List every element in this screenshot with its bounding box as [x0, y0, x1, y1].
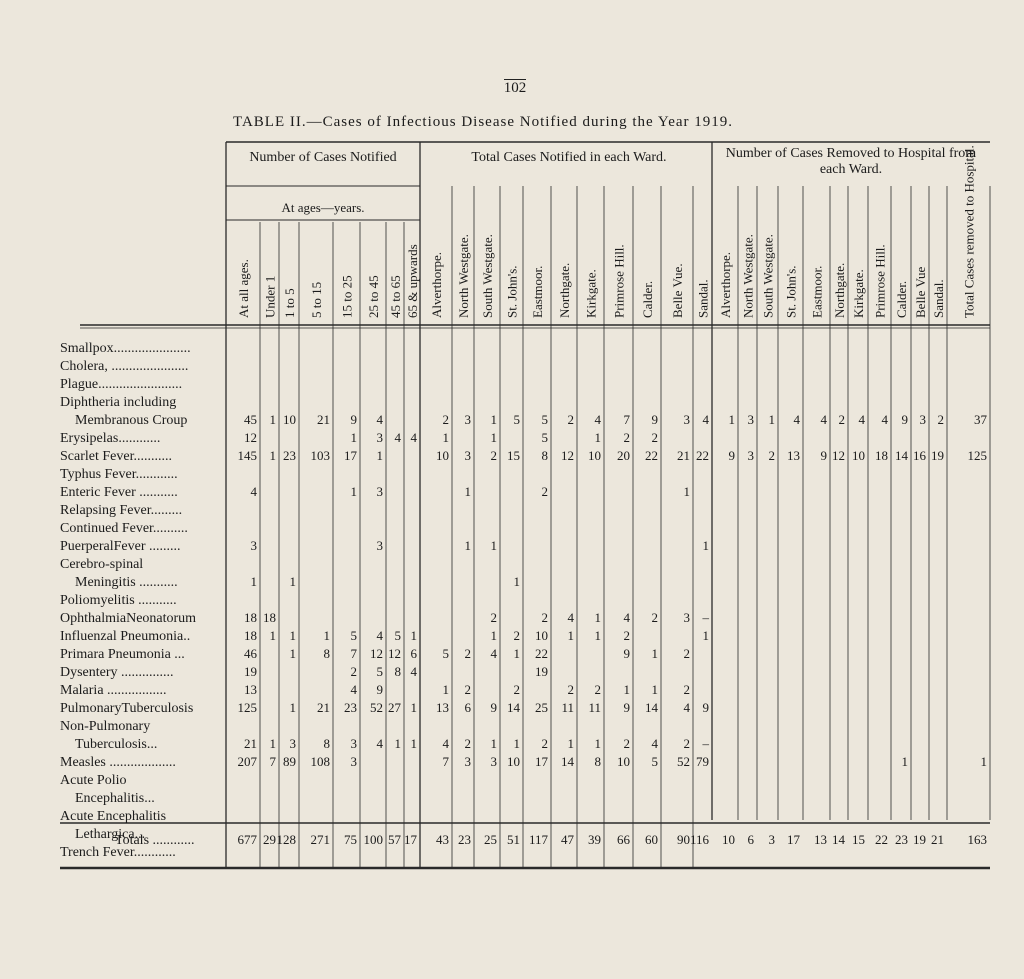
- totals-cell: 677: [237, 832, 257, 847]
- totals-cell: 14: [832, 832, 845, 847]
- totals-cell: 29: [263, 832, 276, 847]
- data-cell: 3: [350, 736, 357, 751]
- totals-cell: 39: [588, 832, 601, 847]
- notified-group-header: Number of Cases Notified: [249, 150, 397, 165]
- data-cell: 4: [567, 610, 574, 625]
- row-label: OphthalmiaNeonatorum: [60, 611, 197, 626]
- column-header: Sandal.: [931, 279, 946, 318]
- data-cell: 1: [490, 430, 497, 445]
- data-cell: 1: [289, 700, 296, 715]
- totals-cell: 17: [404, 832, 417, 847]
- data-cell: 1: [768, 412, 775, 427]
- data-cell: 11: [561, 700, 574, 715]
- data-cell: 7: [623, 412, 630, 427]
- totals-cell: 57: [388, 832, 401, 847]
- data-cell: –: [702, 736, 709, 751]
- data-cell: 1: [651, 646, 658, 661]
- data-cell: 2: [838, 412, 845, 427]
- data-cell: 2: [490, 610, 497, 625]
- data-cell: 12: [832, 448, 845, 463]
- data-cell: 9: [820, 448, 827, 463]
- data-cell: 13: [244, 682, 257, 697]
- data-cell: 8: [541, 448, 548, 463]
- row-label: Typhus Fever............: [60, 467, 178, 482]
- data-cell: 25: [535, 700, 548, 715]
- data-cell: 19: [535, 664, 548, 679]
- row-label: Acute Polio: [60, 773, 127, 788]
- row-label: Non-Pulmonary: [60, 719, 151, 734]
- data-cell: 13: [787, 448, 800, 463]
- data-cell: 45: [244, 412, 257, 427]
- data-cell: 3: [683, 610, 690, 625]
- column-header: At all ages.: [236, 259, 251, 318]
- column-header: 15 to 25: [339, 275, 355, 318]
- row-label: Smallpox......................: [60, 341, 191, 356]
- data-cell: 3: [747, 448, 754, 463]
- column-header: North Westgate.: [740, 234, 756, 318]
- data-cell: 5: [376, 664, 383, 679]
- data-cell: 4: [376, 412, 383, 427]
- totals-cell: 23: [895, 832, 908, 847]
- data-cell: 5: [513, 412, 520, 427]
- data-cell: 1: [490, 412, 497, 427]
- data-cell: 1: [323, 628, 330, 643]
- data-cell: 12: [370, 646, 383, 661]
- data-cell: 1: [490, 538, 497, 553]
- data-cell: 16: [913, 448, 926, 463]
- data-cell: 2: [651, 430, 658, 445]
- data-cell: –: [702, 610, 709, 625]
- data-cell: 2: [464, 682, 471, 697]
- totals-cell: 17: [787, 832, 800, 847]
- data-cell: 7: [350, 646, 357, 661]
- data-cell: 1: [289, 574, 296, 589]
- totals-cell: 23: [458, 832, 471, 847]
- data-cell: 1: [623, 682, 630, 697]
- data-cell: 1: [490, 628, 497, 643]
- data-cell: 1: [464, 538, 471, 553]
- totals-cell: 21: [931, 832, 944, 847]
- removed-group-header: Number of Cases Removed to Hospital from each Ward.: [725, 146, 977, 177]
- data-cell: 5: [541, 430, 548, 445]
- data-cell: 21: [317, 412, 330, 427]
- data-cell: 2: [768, 448, 775, 463]
- data-cell: 7: [442, 754, 449, 769]
- data-cell: 145: [237, 448, 257, 463]
- data-cell: 9: [728, 448, 735, 463]
- data-cell: 3: [376, 430, 383, 445]
- data-cell: 10: [588, 448, 601, 463]
- row-label: Measles ...................: [60, 755, 176, 770]
- column-header: Alverthorpe.: [429, 251, 444, 318]
- data-cell: 52: [370, 700, 383, 715]
- row-label: Relapsing Fever.........: [60, 503, 183, 518]
- column-header: South Westgate.: [480, 234, 495, 318]
- data-cell: 1: [513, 574, 520, 589]
- data-cell: 18: [263, 610, 276, 625]
- column-header: Alverthorpe.: [718, 251, 733, 318]
- data-cell: 14: [561, 754, 574, 769]
- data-cell: 4: [594, 412, 601, 427]
- data-cell: 2: [651, 610, 658, 625]
- data-cell: 1: [269, 412, 276, 427]
- data-cell: 14: [507, 700, 520, 715]
- data-cell: 18: [875, 448, 888, 463]
- data-cell: 1: [702, 628, 709, 643]
- data-cell: 9: [901, 412, 908, 427]
- data-cell: 3: [464, 448, 471, 463]
- data-cell: 52: [677, 754, 690, 769]
- totals-cell: 116: [689, 832, 709, 847]
- data-cell: 1: [410, 736, 417, 751]
- data-cell: 22: [535, 646, 548, 661]
- data-cell: 10: [436, 448, 449, 463]
- data-cell: 1: [513, 736, 520, 751]
- data-cell: 2: [623, 736, 630, 751]
- data-cell: 46: [244, 646, 257, 661]
- data-cell: 1: [567, 736, 574, 751]
- row-label: Continued Fever..........: [60, 521, 188, 536]
- data-cell: 2: [464, 736, 471, 751]
- data-cell: 3: [747, 412, 754, 427]
- data-cell: 103: [310, 448, 330, 463]
- row-label: Membranous Croup: [75, 413, 188, 428]
- data-cell: 37: [974, 412, 987, 427]
- data-cell: 1: [289, 646, 296, 661]
- data-cell: 1: [980, 754, 987, 769]
- totals-cell: 43: [436, 832, 449, 847]
- data-cell: 1: [651, 682, 658, 697]
- column-header: Primrose Hill.: [872, 244, 888, 318]
- data-cell: 5: [541, 412, 548, 427]
- column-header: St. John's.: [504, 265, 520, 318]
- data-cell: 3: [683, 412, 690, 427]
- data-cell: 1: [350, 484, 357, 499]
- data-cell: 13: [436, 700, 449, 715]
- column-header: Sandal.: [695, 279, 711, 318]
- data-cell: 4: [793, 412, 800, 427]
- data-cell: 22: [696, 448, 709, 463]
- data-cell: 12: [561, 448, 574, 463]
- row-label: Primara Pneumonia ...: [60, 647, 185, 662]
- totals-cell: 90: [677, 832, 690, 847]
- data-cell: 2: [541, 484, 548, 499]
- data-cell: 7: [269, 754, 276, 769]
- data-cell: 18: [244, 610, 257, 625]
- totals-cell: 13: [814, 832, 827, 847]
- data-cell: 2: [442, 412, 449, 427]
- data-cell: 23: [283, 448, 296, 463]
- data-cell: 12: [244, 430, 257, 445]
- data-cell: 4: [858, 412, 865, 427]
- data-cell: 22: [645, 448, 658, 463]
- column-header: 65 & upwards: [405, 244, 420, 318]
- data-cell: 1: [702, 538, 709, 553]
- data-cell: 1: [901, 754, 908, 769]
- data-cell: 4: [683, 700, 690, 715]
- row-label: Trench Fever............: [60, 845, 176, 860]
- data-cell: 19: [244, 664, 257, 679]
- totals-cell: 117: [528, 832, 548, 847]
- data-cell: 2: [541, 610, 548, 625]
- data-cell: 5: [394, 628, 401, 643]
- row-label: Tuberculosis...: [75, 737, 158, 752]
- data-cell: 4: [442, 736, 449, 751]
- table-title: TABLE II.—Cases of Infectious Disease Notified during the Year 1919.: [233, 114, 734, 130]
- data-cell: 1: [269, 736, 276, 751]
- column-header: South Westgate.: [760, 234, 776, 318]
- row-label: PulmonaryTuberculosis: [60, 701, 194, 716]
- data-cell: 17: [535, 754, 548, 769]
- data-cell: 1: [594, 736, 601, 751]
- data-cell: 4: [394, 430, 401, 445]
- data-cell: 5: [442, 646, 449, 661]
- column-header: Under 1: [262, 275, 278, 318]
- row-label: Scarlet Fever...........: [60, 449, 172, 464]
- column-header: 1 to 5: [282, 288, 297, 318]
- data-cell: 27: [388, 700, 401, 715]
- row-label: Influenzal Pneumonia..: [60, 629, 191, 644]
- totals-cell: 163: [967, 832, 987, 847]
- data-cell: 2: [567, 682, 574, 697]
- totals-cell: 100: [363, 832, 383, 847]
- row-label: Cholera, ......................: [60, 359, 189, 374]
- data-cell: 3: [376, 484, 383, 499]
- data-cell: 8: [323, 646, 330, 661]
- data-cell: 2: [513, 682, 520, 697]
- row-label: Cerebro-spinal: [60, 557, 144, 572]
- data-cell: 3: [464, 754, 471, 769]
- data-cell: 1: [594, 610, 601, 625]
- data-cell: 1: [594, 628, 601, 643]
- data-cell: 1: [289, 628, 296, 643]
- data-cell: 1: [394, 736, 401, 751]
- row-label: Meningitis ...........: [75, 575, 178, 590]
- data-cell: 4: [350, 682, 357, 697]
- data-cell: 2: [350, 664, 357, 679]
- data-cell: 5: [350, 628, 357, 643]
- data-cell: 4: [702, 412, 709, 427]
- data-cell: 4: [820, 412, 827, 427]
- data-cell: 1: [410, 628, 417, 643]
- data-cell: 108: [310, 754, 330, 769]
- row-label: Acute Encephalitis: [60, 809, 167, 824]
- totals-cell: 3: [768, 832, 775, 847]
- data-cell: 8: [594, 754, 601, 769]
- row-label: Erysipelas............: [60, 431, 161, 446]
- column-header: Kirkgate.: [851, 269, 866, 318]
- column-header: Primrose Hill.: [611, 244, 627, 318]
- data-cell: 125: [967, 448, 987, 463]
- data-cell: 3: [350, 754, 357, 769]
- data-cell: 2: [541, 736, 548, 751]
- data-cell: 8: [394, 664, 401, 679]
- row-label: PuerperalFever .........: [60, 539, 181, 554]
- data-cell: 21: [244, 736, 257, 751]
- data-cell: 9: [490, 700, 497, 715]
- data-cell: 1: [250, 574, 257, 589]
- data-cell: 1: [269, 448, 276, 463]
- row-label: Dysentery ...............: [60, 665, 174, 680]
- column-header: 5 to 15: [309, 281, 324, 318]
- totals-cell: 22: [875, 832, 888, 847]
- column-header: Calder.: [640, 280, 655, 318]
- data-cell: 17: [344, 448, 357, 463]
- data-cell: 5: [651, 754, 658, 769]
- totals-cell: 128: [276, 832, 296, 847]
- data-cell: 18: [244, 628, 257, 643]
- data-cell: 4: [651, 736, 658, 751]
- data-cell: 10: [535, 628, 548, 643]
- data-cell: 1: [350, 430, 357, 445]
- data-cell: 1: [567, 628, 574, 643]
- totals-cell: 25: [484, 832, 497, 847]
- column-header: Belle Vue: [913, 266, 928, 318]
- column-header: 25 to 45: [366, 275, 381, 318]
- column-header: North Westgate.: [456, 234, 471, 318]
- data-cell: 4: [623, 610, 630, 625]
- row-label: Lethargica...: [75, 827, 146, 842]
- data-cell: 3: [250, 538, 257, 553]
- data-cell: 125: [237, 700, 257, 715]
- totals-cell: 271: [310, 832, 330, 847]
- data-cell: 1: [442, 682, 449, 697]
- data-cell: 89: [283, 754, 296, 769]
- data-cell: 14: [895, 448, 908, 463]
- data-cell: 2: [623, 430, 630, 445]
- data-cell: 2: [683, 646, 690, 661]
- data-cell: 2: [490, 448, 497, 463]
- column-header: 45 to 65: [388, 275, 403, 318]
- data-cell: 207: [237, 754, 257, 769]
- data-cell: 1: [269, 628, 276, 643]
- totals-label: Totals ............: [115, 833, 195, 848]
- data-cell: 12: [388, 646, 401, 661]
- data-cell: 9: [376, 682, 383, 697]
- data-cell: 1: [513, 646, 520, 661]
- data-cell: 2: [683, 682, 690, 697]
- data-cell: 23: [344, 700, 357, 715]
- data-cell: 21: [677, 448, 690, 463]
- data-cell: 4: [881, 412, 888, 427]
- data-cell: 1: [410, 700, 417, 715]
- data-cell: 4: [376, 736, 383, 751]
- column-header: Northgate.: [557, 262, 572, 318]
- data-cell: 14: [645, 700, 658, 715]
- data-cell: 11: [588, 700, 601, 715]
- row-label: Enteric Fever ...........: [60, 485, 178, 500]
- totals-cell: 66: [617, 832, 630, 847]
- data-cell: 4: [410, 664, 417, 679]
- data-cell: 4: [250, 484, 257, 499]
- totals-cell: 19: [913, 832, 926, 847]
- data-cell: 10: [852, 448, 865, 463]
- data-cell: 6: [464, 700, 471, 715]
- data-cell: 15: [507, 448, 520, 463]
- data-cell: 3: [376, 538, 383, 553]
- data-cell: 20: [617, 448, 630, 463]
- data-cell: 1: [376, 448, 383, 463]
- data-cell: 21: [317, 700, 330, 715]
- row-label: Diphtheria including: [60, 395, 177, 410]
- data-cell: 4: [376, 628, 383, 643]
- row-label: Encephalitis...: [75, 791, 155, 806]
- column-header: Eastmoor.: [809, 265, 825, 318]
- data-cell: 19: [931, 448, 944, 463]
- page-number: 102: [503, 80, 527, 96]
- data-cell: 2: [937, 412, 944, 427]
- data-cell: 1: [490, 736, 497, 751]
- data-cell: 2: [594, 682, 601, 697]
- data-cell: 9: [350, 412, 357, 427]
- data-cell: 3: [919, 412, 926, 427]
- column-header: Northgate.: [832, 262, 847, 318]
- row-label: Poliomyelitis ...........: [60, 593, 177, 608]
- data-cell: 9: [651, 412, 658, 427]
- data-cell: 10: [283, 412, 296, 427]
- data-cell: 2: [567, 412, 574, 427]
- row-label: Malaria .................: [60, 683, 167, 698]
- data-cell: 6: [410, 646, 417, 661]
- ward-group-header: Total Cases Notified in each Ward.: [471, 150, 667, 165]
- data-cell: 9: [623, 700, 630, 715]
- totals-cell: 15: [852, 832, 865, 847]
- totals-cell: 51: [507, 832, 520, 847]
- data-cell: 9: [623, 646, 630, 661]
- data-cell: 2: [464, 646, 471, 661]
- data-cell: 3: [490, 754, 497, 769]
- data-cell: 4: [490, 646, 497, 661]
- data-cell: 10: [507, 754, 520, 769]
- data-cell: 79: [696, 754, 709, 769]
- data-cell: 3: [289, 736, 296, 751]
- data-cell: 9: [702, 700, 709, 715]
- data-cell: 1: [683, 484, 690, 499]
- column-header: Kirkgate.: [583, 269, 599, 318]
- column-header: St. John's.: [783, 265, 799, 318]
- column-header: Total Cases removed to Hospital.: [961, 145, 977, 318]
- totals-cell: 75: [344, 832, 357, 847]
- column-header: Eastmoor.: [530, 265, 545, 318]
- totals-cell: 60: [645, 832, 658, 847]
- column-header: Belle Vue.: [670, 263, 685, 318]
- totals-cell: 47: [561, 832, 574, 847]
- data-cell: 2: [513, 628, 520, 643]
- data-cell: 2: [683, 736, 690, 751]
- data-cell: 4: [410, 430, 417, 445]
- data-cell: 1: [464, 484, 471, 499]
- data-cell: 1: [442, 430, 449, 445]
- data-cell: 3: [464, 412, 471, 427]
- column-header: Calder.: [894, 280, 909, 318]
- totals-cell: 10: [722, 832, 735, 847]
- data-cell: 1: [594, 430, 601, 445]
- row-label: Plague........................: [60, 377, 183, 392]
- ages-header: At ages—years.: [281, 200, 365, 215]
- data-cell: 1: [728, 412, 735, 427]
- data-cell: 10: [617, 754, 630, 769]
- data-cell: 2: [623, 628, 630, 643]
- totals-cell: 6: [747, 832, 754, 847]
- data-cell: 8: [323, 736, 330, 751]
